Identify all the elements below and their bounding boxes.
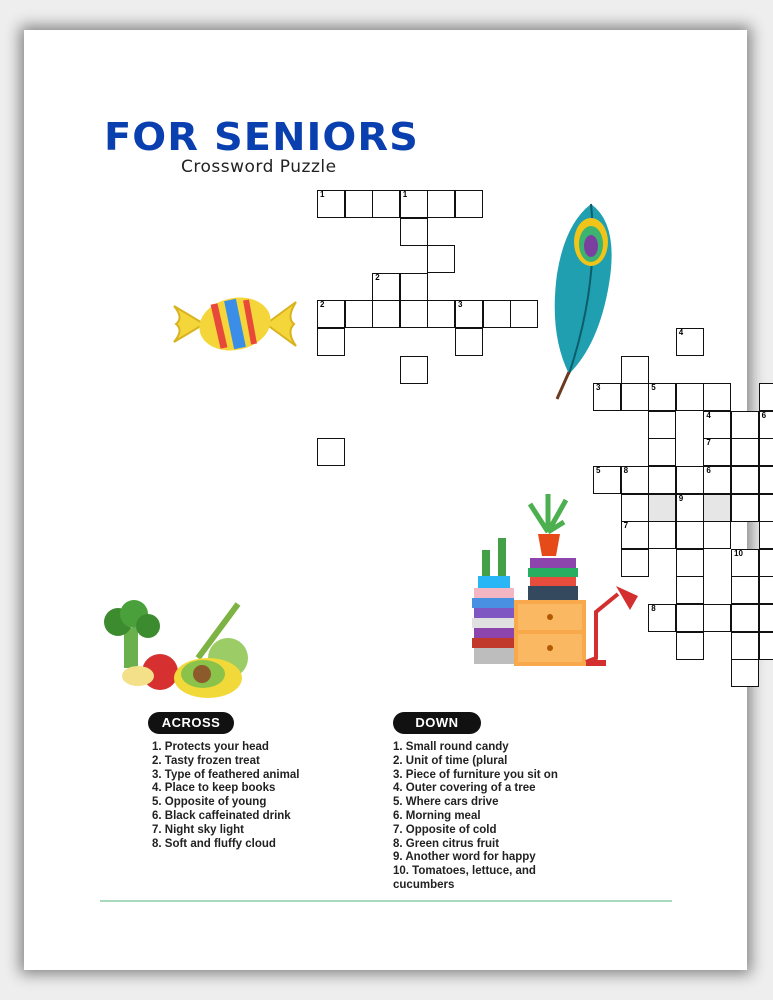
crossword-cell[interactable] xyxy=(648,466,676,494)
clue-number: 4 xyxy=(678,328,684,337)
clue-item: 4. Place to keep books xyxy=(152,782,276,795)
clue-number: 8 xyxy=(623,466,629,475)
worksheet-page xyxy=(24,30,767,970)
crossword-cell[interactable] xyxy=(759,411,773,439)
crossword-cell[interactable] xyxy=(759,438,773,466)
clue-item: 9. Another word for happy xyxy=(393,851,536,864)
crossword-cell[interactable] xyxy=(400,190,428,218)
crossword-cell[interactable] xyxy=(676,576,704,604)
clue-number: 7 xyxy=(706,438,711,448)
crossword-cell[interactable] xyxy=(759,549,773,577)
clue-number: 5 xyxy=(596,466,601,475)
crossword-cell[interactable] xyxy=(759,576,773,604)
clue-item: 2. Unit of time (plural xyxy=(393,754,508,767)
crossword-cell[interactable] xyxy=(510,300,538,328)
crossword-cell[interactable] xyxy=(676,521,704,549)
crossword-cell[interactable] xyxy=(731,604,759,632)
crossword-cell[interactable] xyxy=(648,438,676,466)
clue-item: 10. Tomatoes, lettuce, and cucumbers xyxy=(393,865,536,891)
crossword-cell[interactable] xyxy=(703,604,731,632)
crossword-cell[interactable] xyxy=(317,438,345,466)
crossword-cell[interactable] xyxy=(676,328,704,356)
crossword-cell[interactable] xyxy=(345,190,373,218)
clue-number: 1 xyxy=(402,190,408,199)
crossword-cell[interactable] xyxy=(400,218,428,246)
clue-number: 3 xyxy=(458,300,463,310)
vegetables-illustration xyxy=(98,598,258,698)
crossword-cell[interactable] xyxy=(759,604,773,632)
clue-item: 8. Green citrus fruit xyxy=(393,837,500,850)
crossword-cell[interactable] xyxy=(427,245,455,273)
crossword-cell[interactable] xyxy=(427,300,455,328)
crossword-cell[interactable] xyxy=(455,328,483,356)
page-subtitle: Crossword Puzzle xyxy=(181,157,337,177)
crossword-cell[interactable] xyxy=(648,383,676,411)
books-and-desk-illustration xyxy=(470,476,650,668)
crossword-cell[interactable] xyxy=(648,411,676,439)
crossword-cell[interactable] xyxy=(703,411,731,439)
crossword-cell[interactable] xyxy=(731,659,759,687)
crossword-cell[interactable] xyxy=(400,273,428,301)
crossword-cell[interactable] xyxy=(703,438,731,466)
crossword-cell[interactable] xyxy=(703,383,731,411)
crossword-cell[interactable] xyxy=(703,494,731,522)
clue-number: 6 xyxy=(761,410,767,420)
crossword-cell[interactable] xyxy=(317,300,345,328)
down-clue-list xyxy=(393,741,583,893)
crossword-cell[interactable] xyxy=(483,300,511,328)
crossword-cell[interactable] xyxy=(676,383,704,411)
crossword-cell[interactable] xyxy=(372,190,400,218)
crossword-cell[interactable] xyxy=(676,466,704,494)
clue-number: 10 xyxy=(734,548,743,558)
crossword-cell[interactable] xyxy=(703,466,731,494)
crossword-cell[interactable] xyxy=(427,190,455,218)
crossword-cell[interactable] xyxy=(372,273,400,301)
clue-item: 5. Where cars drive xyxy=(393,796,499,809)
clue-item: 3. Piece of furniture you sit on xyxy=(393,768,558,781)
crossword-cell[interactable] xyxy=(648,494,676,522)
crossword-cell[interactable] xyxy=(731,576,759,604)
crossword-cell[interactable] xyxy=(731,411,759,439)
crossword-cell[interactable] xyxy=(703,521,731,549)
clue-item: 1. Small round candy xyxy=(393,741,509,753)
down-heading: DOWN xyxy=(393,712,481,734)
clue-item: 7. Opposite of cold xyxy=(393,823,497,836)
crossword-cell[interactable] xyxy=(759,383,773,411)
crossword-cell[interactable] xyxy=(676,604,704,632)
crossword-cell[interactable] xyxy=(759,494,773,522)
clue-item: 5. Opposite of young xyxy=(152,796,267,809)
crossword-cell[interactable] xyxy=(731,632,759,660)
crossword-cell[interactable] xyxy=(676,549,704,577)
crossword-cell[interactable] xyxy=(759,632,773,660)
crossword-cell[interactable] xyxy=(455,190,483,218)
crossword-cell[interactable] xyxy=(676,494,704,522)
crossword-cell[interactable] xyxy=(400,356,428,384)
clue-number: 9 xyxy=(678,493,684,503)
crossword-cell[interactable] xyxy=(731,466,759,494)
crossword-cell[interactable] xyxy=(731,494,759,522)
clue-item: 2. Tasty frozen treat xyxy=(152,754,260,767)
clue-number: 5 xyxy=(651,383,656,393)
crossword-cell[interactable] xyxy=(400,300,428,328)
across-clue-list xyxy=(152,741,312,851)
clue-item: 4. Outer covering of a tree xyxy=(393,782,536,795)
clue-item: 7. Night sky light xyxy=(152,823,245,836)
candy-illustration xyxy=(170,288,300,360)
crossword-cell[interactable] xyxy=(676,632,704,660)
clue-number: 2 xyxy=(320,300,325,310)
clue-item: 6. Morning meal xyxy=(393,809,481,822)
clue-number: 1 xyxy=(320,190,325,199)
clue-number: 6 xyxy=(706,466,711,475)
crossword-cell[interactable] xyxy=(648,521,676,549)
clue-number: 3 xyxy=(596,383,601,393)
peacock-feather-illustration xyxy=(539,194,629,404)
across-heading: ACROSS xyxy=(148,712,234,734)
crossword-cell[interactable] xyxy=(345,300,373,328)
clue-item: 6. Black caffeinated drink xyxy=(152,809,291,822)
crossword-cell[interactable] xyxy=(731,549,759,577)
crossword-cell[interactable] xyxy=(372,300,400,328)
clue-number: 4 xyxy=(706,410,711,420)
crossword-cell[interactable] xyxy=(648,604,676,632)
clue-number: 8 xyxy=(651,604,656,613)
crossword-cell[interactable] xyxy=(759,466,773,494)
clue-item: 1. Protects your head xyxy=(152,741,269,753)
crossword-cell[interactable] xyxy=(759,521,773,549)
divider-line xyxy=(100,900,672,902)
clue-item: 3. Type of feathered animal xyxy=(152,768,300,781)
clue-item: 8. Soft and fluffy cloud xyxy=(152,837,276,850)
clue-number: 2 xyxy=(375,272,380,282)
page-title: FOR SENIORS xyxy=(104,115,419,159)
crossword-cell[interactable] xyxy=(731,438,759,466)
crossword-cell[interactable] xyxy=(317,190,345,218)
crossword-cell[interactable] xyxy=(317,328,345,356)
clue-number: 7 xyxy=(623,521,629,531)
crossword-cell[interactable] xyxy=(455,300,483,328)
